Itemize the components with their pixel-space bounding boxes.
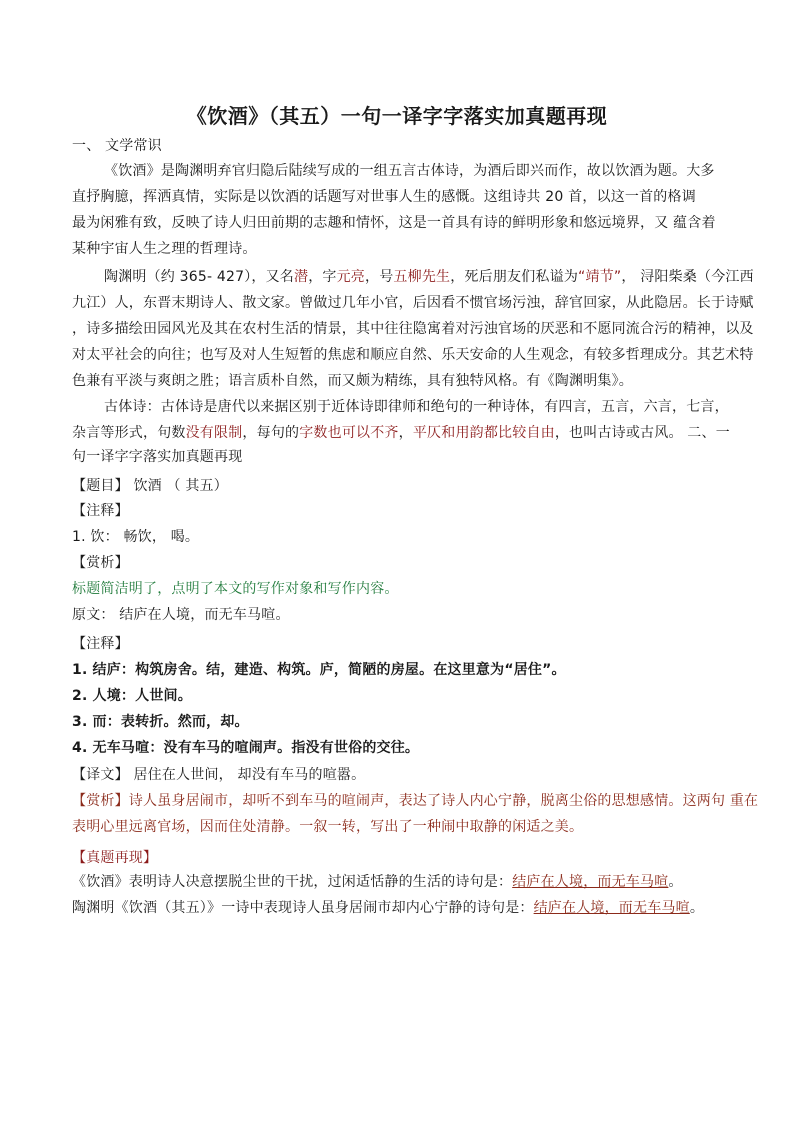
paragraph-intro-line: 《饮酒》是陶渊明弃官归隐后陆续写成的一组五言古体诗，为酒后即兴而作，故以饮酒为题。大多 bbox=[104, 163, 715, 179]
ancient-poetry-paragraph-line bbox=[72, 423, 732, 443]
author-name-highlight: 潜 bbox=[294, 269, 309, 285]
topic-label: 【题目】 饮酒 （ 其五） bbox=[72, 478, 228, 494]
paragraph-intro-line: 某种宇宙人生之理的哲理诗。 bbox=[72, 241, 257, 257]
annotation-heading: 【注释】 bbox=[72, 636, 129, 652]
author-text: ，死后朋友们私谥为 bbox=[450, 269, 579, 285]
author-text: ， 浔阳柴桑（今江西 bbox=[621, 269, 754, 285]
author-paragraph-line: 色兼有平淡与爽朗之胜；语言质朴自然，而又颇为精练，具有独特风格。有《陶渊明集》。 bbox=[72, 373, 633, 389]
poetry-highlight: 字数也可以不齐 bbox=[299, 425, 399, 441]
appreciation-text: 标题简洁明了，点明了本文的写作对象和写作内容。 bbox=[72, 581, 399, 597]
author-text: ，号 bbox=[365, 269, 394, 285]
annotation-note: 1. 结庐：构筑房舍。结，建造、构筑。庐，简陋的房屋。在这里意为“居住”。 bbox=[72, 662, 566, 678]
answer-text: 结庐在人境，而无车马喧 bbox=[512, 874, 669, 890]
courtesy-name-highlight: 元亮 bbox=[336, 269, 366, 285]
poetry-text: 杂言等形式，句数 bbox=[72, 425, 186, 441]
appreciation-heading: 【赏析】 bbox=[72, 555, 129, 571]
real-exam-heading: 【真题再现】 bbox=[72, 850, 158, 866]
question-text: 《饮酒》表明诗人决意摆脱尘世的干扰，过闲适恬静的生活的诗句是： bbox=[72, 874, 513, 890]
author-paragraph-line: ，诗多描绘田园风光及其在农村生活的情景，其中往往隐寓着对污浊官场的厌恶和不愿同流合污的精神，以及 bbox=[72, 321, 754, 337]
author-paragraph-line: 对太平社会的向往；也写及对人生短暂的焦虑和顺应自然、乐天安命的人生观念，有较多哲理成分。其艺术特 bbox=[72, 347, 754, 363]
ancient-poetry-paragraph-line: 句一译字字落实加真题再现 bbox=[72, 449, 243, 465]
annotation-note: 3. 而：表转折。然而，却。 bbox=[72, 714, 249, 730]
translation-text: 【译文】 居住在人世间， 却没有车马的喧嚣。 bbox=[72, 767, 366, 783]
exam-question-1 bbox=[72, 872, 732, 892]
annotation-heading: 【注释】 bbox=[72, 503, 129, 519]
ancient-poetry-paragraph-line: 古体诗：古体诗是唐代以来据区别于近体诗即律师和绝句的一种诗体，有四言，五言，六言，七言， bbox=[104, 399, 729, 415]
original-text: 原文： 结庐在人境，而无车马喧。 bbox=[72, 607, 290, 623]
section-heading-literary-knowledge: 一、 文学常识 bbox=[72, 138, 162, 154]
document-title: 《饮酒》（其五）一句一译字字落实加真题再现 bbox=[186, 104, 608, 128]
poetry-text: ，也叫古诗或古风。 二、一 bbox=[554, 425, 730, 441]
poetry-text: ， bbox=[398, 425, 413, 441]
annotation-note: 2. 人境：人世间。 bbox=[72, 688, 192, 704]
pen-name-highlight: 五柳先生 bbox=[393, 269, 451, 285]
paragraph-intro-line: 直抒胸臆，挥洒真情，实际是以饮酒的话题写对世事人生的感慨。这组诗共 20 首，以这一首的格调 bbox=[72, 189, 696, 205]
question-text: 。 bbox=[668, 874, 683, 890]
annotation-item: 1. 饮： 畅饮， 喝。 bbox=[72, 529, 200, 545]
author-text: 陶渊明（约 365- 427），又名 bbox=[104, 269, 294, 285]
appreciation-paragraph-line: 表明心里远离官场，因而住处清静。一叙一转，写出了一种闹中取静的闲适之美。 bbox=[72, 819, 584, 835]
answer-text: 结庐在人境，而无车马喧 bbox=[533, 900, 690, 916]
question-text: 。 bbox=[689, 900, 705, 916]
annotation-note: 4. 无车马喧：没有车马的喧闹声。指没有世俗的交往。 bbox=[72, 740, 420, 756]
appreciation-paragraph-line: 【赏析】诗人虽身居闹市，却听不到车马的喧闹声，表达了诗人内心宁静，脱离尘俗的思想感情。这两句 重在 bbox=[72, 793, 759, 809]
posthumous-name-highlight: “靖节” bbox=[578, 269, 622, 285]
poetry-highlight: 没有限制 bbox=[185, 425, 243, 441]
poetry-text: ，每句的 bbox=[242, 425, 300, 441]
question-text: 陶渊明《饮酒（其五）》一诗中表现诗人虽身居闹市却内心宁静的诗句是： bbox=[72, 900, 534, 916]
author-paragraph-line: 九江）人，东晋末期诗人、散文家。曾做过几年小官，后因看不惯官场污浊，辞官回家，从此隐居。长于诗赋 bbox=[72, 295, 754, 311]
exam-question-2 bbox=[72, 898, 732, 918]
author-text: ，字 bbox=[308, 269, 337, 285]
paragraph-intro-line: 最为闲雅有致，反映了诗人归田前期的志趣和情怀，这是一首具有诗的鲜明形象和悠远境界，又 蕴含着 bbox=[72, 215, 716, 231]
author-paragraph-line bbox=[104, 267, 764, 287]
poetry-highlight: 平仄和用韵都比较自由 bbox=[412, 425, 555, 441]
